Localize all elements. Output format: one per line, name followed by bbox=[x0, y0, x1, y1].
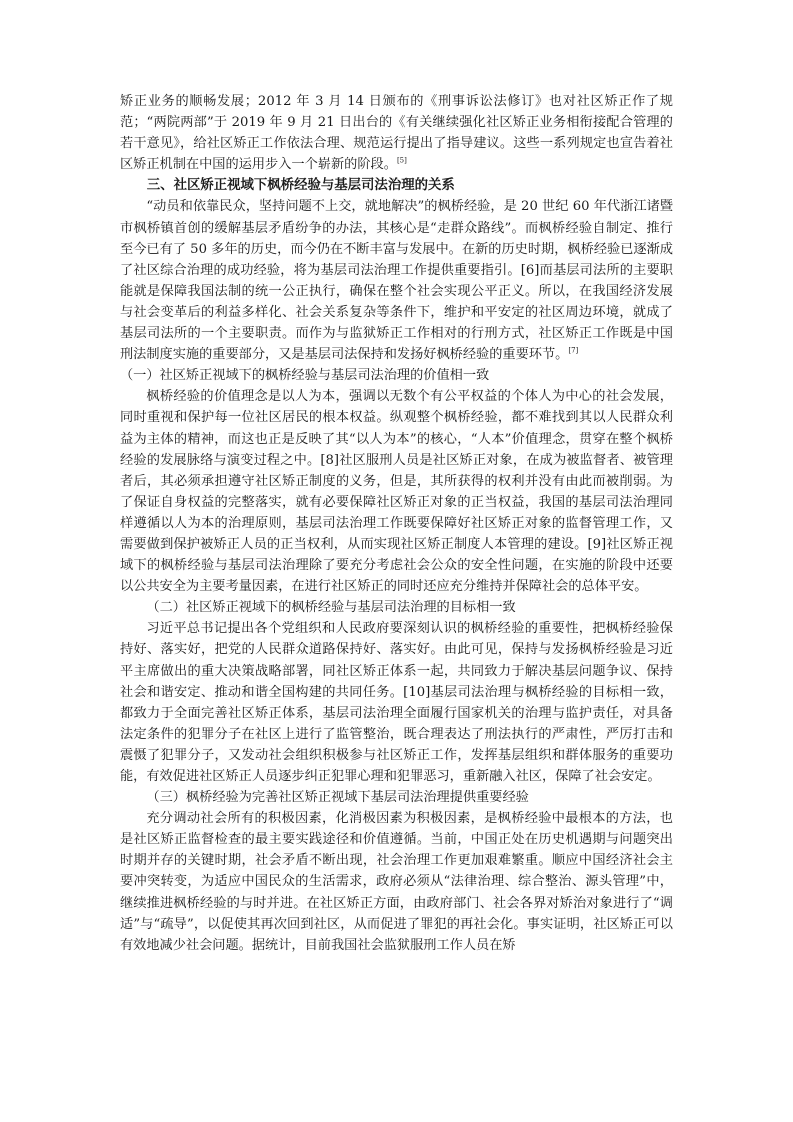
subheading-2: （二）社区矫正视域下的枫桥经验与基层司法治理的目标相一致 bbox=[146, 600, 516, 616]
citation-5: [5] bbox=[396, 156, 407, 165]
paragraph-4: 习近平总书记提出各个党组织和人民政府要深刻认识的枫桥经验的重要性，把枫桥经验保持好、落实好，把党的人民群众道路保持好、落实好。由此可见，保持与发扬枫桥经验是习近平主席做出的重大决策战略部署，同社区矫正体系一起，共同致力于解决基层问题争议、保持社会和谐安定、推动和谐全国构建的共同任务。[10]基层司法治理与枫桥经验的目标相一致，都致力于全面完善社区矫正体系，基层司法治理全面履行国家机关的治理与监护责任，对具备法定条件的犯罪分子在社区上进行了监管整治，既合理表达了刑法执行的严肃性，严厉打击和震慑了犯罪分子，又发动社会组织积极参与社区矫正工作，发挥基层组织和群体服务的重要功能，有效促进社区矫正人员逐步纠正犯罪心理和犯罪恶习，重新融入社区，保障了社会安定。 bbox=[120, 621, 673, 784]
citation-7: [7] bbox=[568, 346, 579, 355]
document-page bbox=[120, 91, 673, 956]
paragraph-3: 枫桥经验的价值理念是以人为本，强调以无数个有公平权益的个体人为中心的社会发展，同时重视和保护每一位社区居民的根本权益。纵观整个枫桥经验，都不难找到其以人民群众利益为主体的精神，而这也正是反映了其“以人为本”的核心，“人本”价值理念，贯穿在整个枫桥经验的发展脉络与演变过程之中。[8]社区服刑人员是社区矫正对象，在成为被监督者、被管理者后，其必须承担遵守社区矫正制度的义务，但是，其所获得的权利并没有由此而被削弱。为了保证自身权益的完整落实，就有必要保障社区矫正对象的正当权益，我国的基层司法治理同样遵循以人为本的治理原则，基层司法治理工作既要保障好社区矫正对象的监督管理工作，又需要做到保护被矫正人员的正当权利，从而实现社区矫正制度人本管理的建设。[9]社区矫正视域下的枫桥经验与基层司法治理除了要充分考虑社会公众的安全性问题，在实施的阶段中还要以公共安全为主要考量因素，在进行社区矫正的同时还应充分维持并保障社会的总体平安。 bbox=[120, 389, 673, 595]
paragraph-5: 充分调动社会所有的积极因素，化消极因素为积极因素，是枫桥经验中最根本的方法，也是社区矫正监督检查的最主要实践途径和价值遵循。当前，中国正处在历史机遇期与问题突出时期并存的关键时期，社会矛盾不断出现，社会治理工作更加艰难繁重。顺应中国经济社会主要冲突转变，为适应中国民众的生活需求，政府必须从“法律治理、综合整治、源头管理”中，继续推进枫桥经验的与时并进。在社区矫正方面，由政府部门、社会各界对矫治对象进行了“调适”与“疏导”，以促使其再次回到社区，从而促进了罪犯的再社会化。事实证明，社区矫正可以有效地减少社会问题。据统计，目前我国社会监狱服刑工作人员在矫 bbox=[120, 811, 673, 953]
subheading-3: （三）枫桥经验为完善社区矫正视域下基层司法治理提供重要经验 bbox=[146, 790, 529, 806]
paragraph-2: “动员和依靠民众，坚持问题不上交，就地解决”的枫桥经验，是 20 世纪 60 年代浙江诸暨市枫桥镇首创的缓解基层矛盾纷争的办法，其核心是“走群众路线”。而枫桥经验自制定、推行至今已有了 50 多年的历史，而今仍在不断丰富与发展中。在新的历史时期，枫桥经验已逐渐成了社区综合治理的成功经验，将为基层司法治理工作提供重要指引。[6]而基层司法所的主要职能就是保障我国法制的统一公正执行，确保在整个社会实现公平正义。所以，在我国经济发展与社会变革后的利益多样化、社会关系复杂等条件下，维护和平安定的社区周边环境，就成了基层司法所的一个主要职责。而作为与监狱矫正工作相对的行刑方式，社区矫正工作既是中国刑法制度实施的重要部分，又是基层司法保持和发扬好枫桥经验的重要环节。[7] bbox=[120, 199, 673, 363]
section-heading-3: 三、社区矫正视域下枫桥经验与基层司法治理的关系 bbox=[146, 178, 455, 194]
subheading-1: （一）社区矫正视域下的枫桥经验与基层司法治理的价值相一致 bbox=[120, 368, 490, 384]
paragraph-1: 矫正业务的顺畅发展；2012 年 3 月 14 日颁布的《刑事诉讼法修订》也对社区矫正作了规范；“两院两部”于 2019 年 9 月 21 日出台的《有关继续强化社区矫正业务相衔接配合管理的若干意见》，给社区矫正工作依法合理、规范运行提出了指导建议。这些一系列规定也宣告着社区矫正机制在中国的运用步入一个崭新的阶段。[5] bbox=[120, 94, 673, 173]
